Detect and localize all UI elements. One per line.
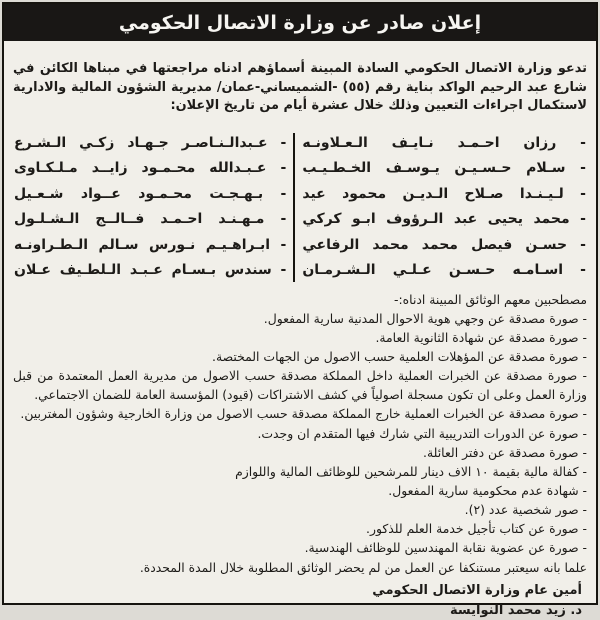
title-banner bbox=[4, 4, 596, 41]
signature-name: د. زيد محمد النوايسة bbox=[450, 602, 582, 618]
name-row: - رزان احـمـد نـايـف الـعـلاونـه bbox=[302, 134, 586, 151]
name-row: - محمد يحيى عبد الـرؤوف ابـو كركي bbox=[302, 211, 586, 228]
name-row: - سـلام حـسـيـن يـوسـف الخـطـيـب bbox=[302, 160, 586, 177]
name-row: - سندس بـسـام عـبـد الـلطـيف عـلان bbox=[14, 262, 287, 279]
document-item: - صورة عن كتاب تأجيل خدمة العلم للذكور. bbox=[366, 521, 587, 537]
document-item: - كفالة مالية بقيمة ١٠ الاف دينار للمرشحين للوظائف المالية واللوازم bbox=[235, 463, 587, 479]
page-title: إعلان صادر عن وزارة الاتصال الحكومي bbox=[118, 11, 482, 34]
name-row: - لـيـنـدا صـلاح الـديـن محمود عيد bbox=[302, 185, 586, 202]
signature-block bbox=[372, 581, 586, 620]
announcement-page bbox=[2, 2, 598, 618]
name-row: - عـبـدالله محـمـود زايــد مـلـكـاوى bbox=[14, 160, 287, 177]
closing-note: علما بانه سيعتبر مستنكفا عن العمل من لم يحضر الوثائق المطلوبة خلال المدة المحددة. bbox=[139, 560, 587, 576]
name-row: - ابـراهـيـم نـورس سـالم الـطـراونـه bbox=[14, 236, 287, 253]
document-item: - صورة مصدقة عن دفتر العائلة. bbox=[423, 444, 587, 460]
name-row: - حسـن فيصل محمد محمد الرفاعي bbox=[302, 236, 586, 253]
documents-heading: مصطحبين معهم الوثائق المبينة ادناه:- bbox=[394, 291, 587, 307]
name-row: - عـبدالـنـاصـر جـهـاد زكـي الـشـرع bbox=[14, 134, 287, 151]
name-row: - مـهـنـد احـمـد فــالــج الـشـلـول bbox=[14, 211, 287, 228]
documents-section bbox=[4, 287, 596, 577]
document-item: - صورة عن عضوية نقابة المهندسين للوظائف الهندسية. bbox=[304, 540, 587, 556]
name-row: - بـهـجـت محـمـود عــواد شـعـيل bbox=[14, 185, 287, 202]
document-item: - صور شخصية عدد (٢). bbox=[464, 501, 587, 517]
names-column-left bbox=[12, 131, 288, 284]
document-item: - صورة عن الدورات التدريبية التي شارك فيها المتقدم ان وجدت. bbox=[257, 425, 587, 441]
column-divider bbox=[293, 133, 295, 282]
names-section bbox=[12, 131, 588, 284]
document-item: - صورة مصدقة عن الخبرات العملية داخل المملكة مصدقة حسب الاصول من مديرية العمل المعتمدة من قبل وزارة العمل وعلى ان تكون مسجلة اصولياً في كشف الاشتراكات (قيود) المؤسسة العامة للضمان الاجتماعي. bbox=[13, 368, 587, 403]
document-item: - صورة مصدقة عن الخبرات العملية خارج المملكة مصدقة حسب الاصول من وزارة الخارجية وشؤون المغتربين. bbox=[20, 406, 587, 422]
names-column-right bbox=[300, 131, 588, 284]
document-item: - صورة مصدقة عن المؤهلات العلمية حسب الاصول من الجهات المختصة. bbox=[212, 349, 587, 365]
document-item: - شهادة عدم محكومية سارية المفعول. bbox=[388, 482, 587, 498]
signature-title: أمين عام وزارة الاتصال الحكومي bbox=[372, 583, 582, 599]
document-item: - صورة مصدقة عن وجهي هوية الاحوال المدنية سارية المفعول. bbox=[263, 310, 587, 326]
name-row: - اسـامـه حـسـن عـلـي الـشـرمـان bbox=[302, 262, 586, 279]
document-item: - صورة مصدقة عن شهادة الثانوية العامة. bbox=[375, 330, 587, 346]
intro-paragraph: تدعو وزارة الاتصال الحكومي السادة المبينة أسماؤهم ادناه مراجعتها في مبناها الكائن في شارع عبد الرحيم الواكد بناية رقم (٥٥) -الشميساني-عمان/ مديرية الشؤون المالية والادارية لاستكمال اجراءات التعيين وذلك خلال عشرة أيام من تاريخ الإعلان: bbox=[13, 60, 587, 114]
